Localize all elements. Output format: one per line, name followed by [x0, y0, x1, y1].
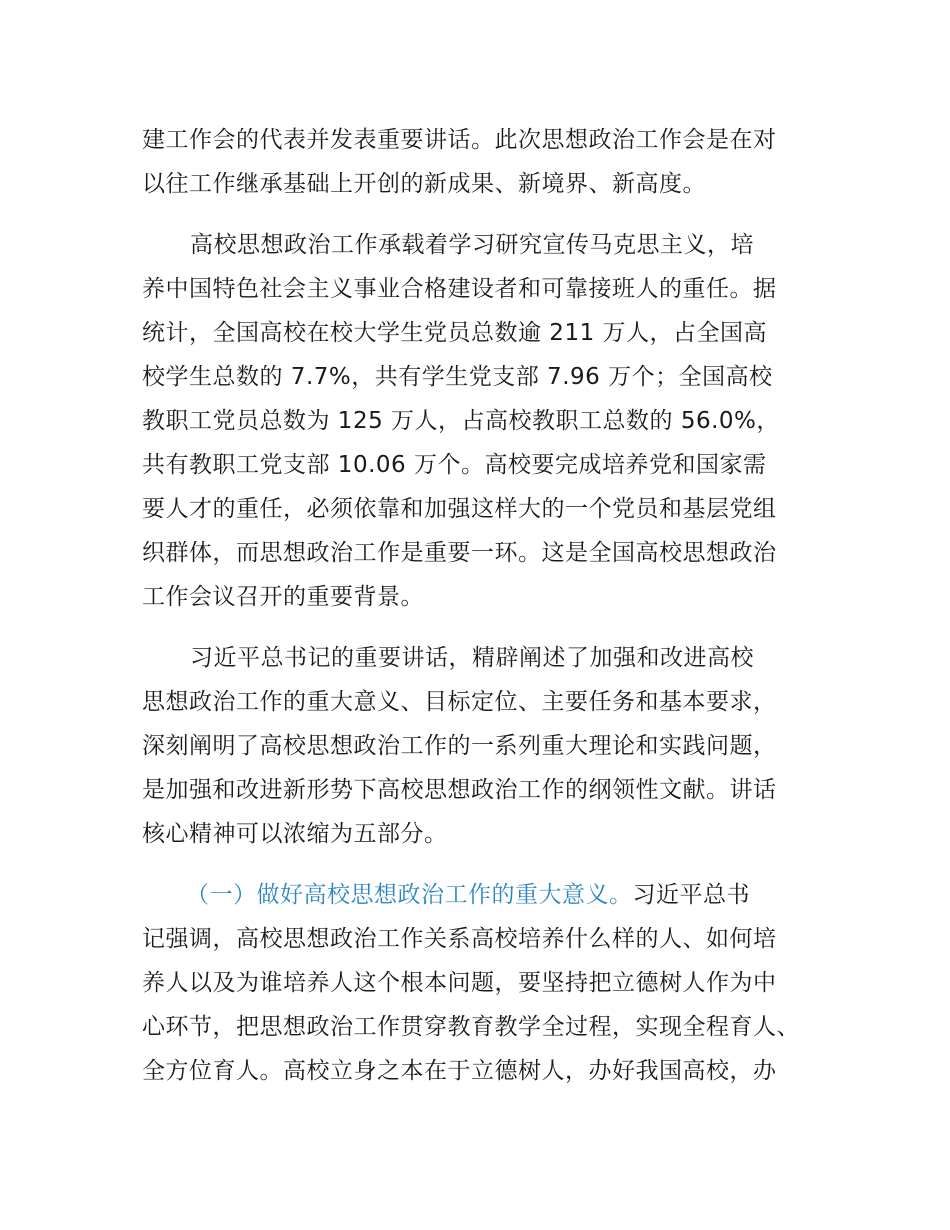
- paragraph4-line-3: 养人以及为谁培养人这个根本问题，要坚持把立德树人作为中: [142, 970, 777, 996]
- paragraph3-line-1: 习近平总书记的重要讲话，精辟阐述了加强和改进高校: [190, 645, 754, 671]
- paragraph2-line-2: 养中国特色社会主义事业合格建设者和可靠接班人的重任。据: [142, 276, 777, 302]
- paragraph2-line-5: 教职工党员总数为 125 万人，占高校教职工总数的 56.0%，: [142, 408, 780, 434]
- paragraph2-line-9: 工作会议召开的重要背景。: [142, 584, 424, 610]
- paragraph3-line-4: 是加强和改进新形势下高校思想政治工作的纲领性文献。讲话: [142, 777, 777, 803]
- paragraph1-line-2: 以往工作继承基础上开创的新成果、新境界、新高度。: [142, 171, 706, 197]
- paragraph4-line-2: 记强调，高校思想政治工作关系高校培养什么样的人、如何培: [142, 926, 777, 952]
- paragraph2-line-1: 高校思想政治工作承载着学习研究宣传马克思主义，培: [190, 232, 754, 258]
- section-heading: （一）做好高校思想政治工作的重大意义。: [186, 882, 633, 908]
- paragraph2-line-6: 共有教职工党支部 10.06 万个。高校要完成培养党和国家需: [142, 452, 767, 478]
- paragraph4-line-4: 心环节，把思想政治工作贯穿教育教学全过程，实现全程育人、: [142, 1014, 800, 1040]
- paragraph4-line-1-rest: 习近平总书: [632, 882, 750, 908]
- paragraph2-line-3: 统计，全国高校在校大学生党员总数逾 211 万人，占全国高: [142, 320, 768, 346]
- paragraph4-line-5: 全方位育人。高校立身之本在于立德树人，办好我国高校，办: [142, 1058, 777, 1084]
- paragraph1-line-1: 建工作会的代表并发表重要讲话。此次思想政治工作会是在对: [142, 127, 777, 153]
- paragraph2-line-7: 要人才的重任，必须依靠和加强这样大的一个党员和基层党组: [142, 496, 777, 522]
- paragraph2-line-8: 织群体，而思想政治工作是重要一环。这是全国高校思想政治: [142, 540, 777, 566]
- paragraph2-line-4: 校学生总数的 7.7%，共有学生党支部 7.96 万个；全国高校: [142, 364, 773, 390]
- paragraph3-line-2: 思想政治工作的重大意义、目标定位、主要任务和基本要求，: [142, 689, 777, 715]
- paragraph4-line-1: [186, 879, 750, 911]
- paragraph3-line-5: 核心精神可以浓缩为五部分。: [142, 821, 448, 847]
- paragraph3-line-3: 深刻阐明了高校思想政治工作的一系列重大理论和实践问题，: [142, 733, 777, 759]
